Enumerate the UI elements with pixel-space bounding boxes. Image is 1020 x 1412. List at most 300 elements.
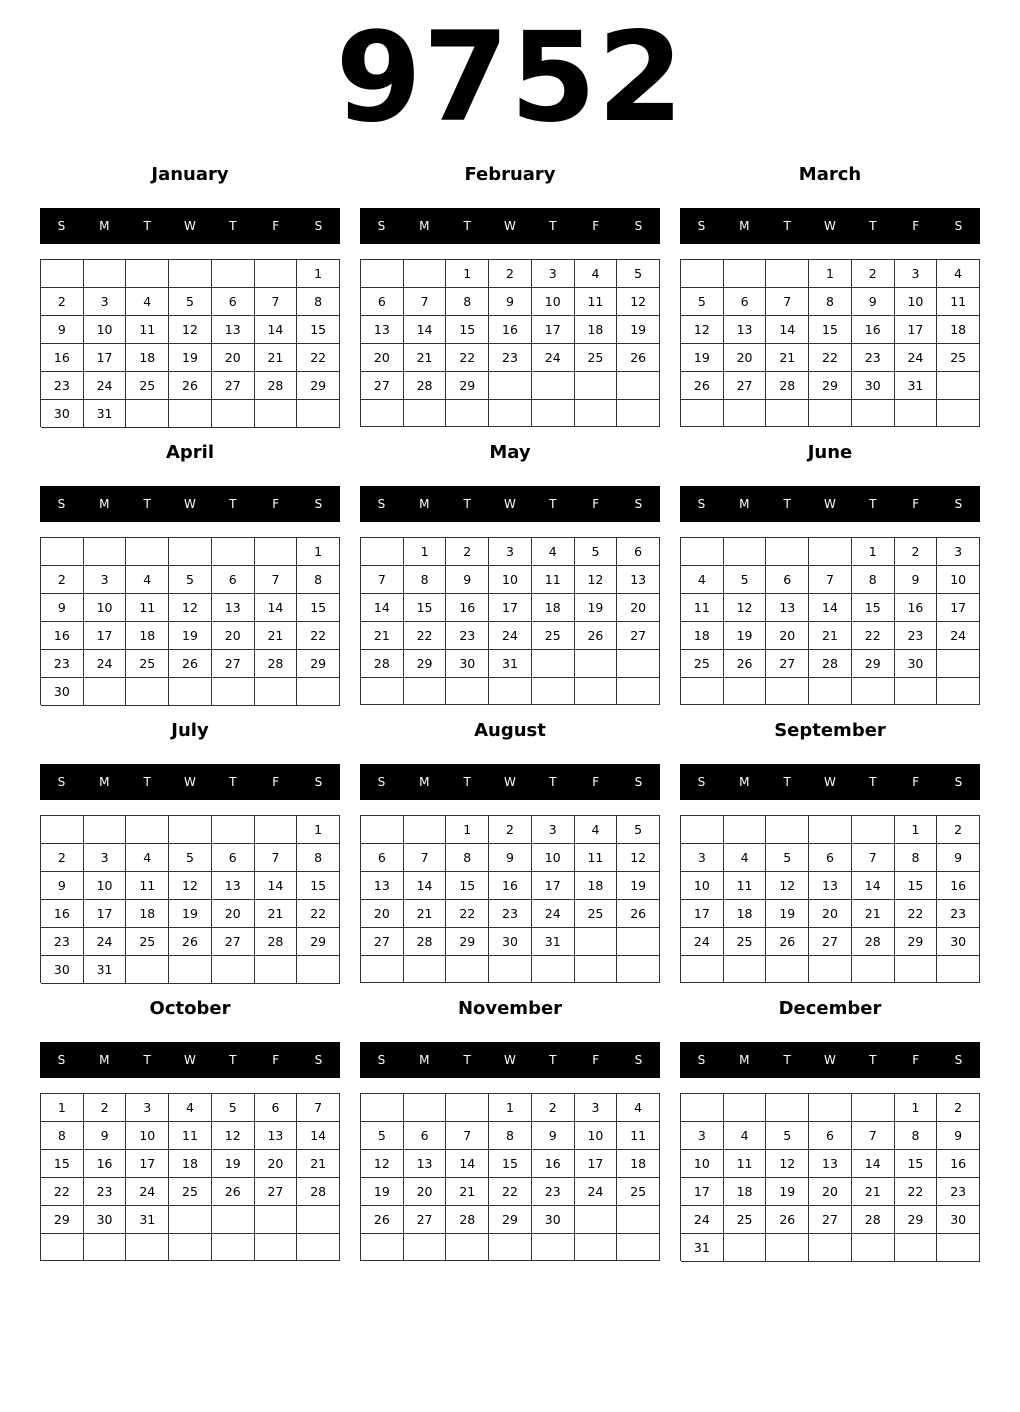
day-cell: 29: [852, 650, 895, 678]
day-cell: 26: [681, 372, 724, 400]
day-cell: 19: [766, 1178, 809, 1206]
day-cell: 22: [446, 344, 489, 372]
day-cell: 29: [297, 928, 340, 956]
day-cell: 10: [937, 566, 980, 594]
day-cell: 25: [575, 344, 618, 372]
day-cell: 3: [84, 844, 127, 872]
day-cell: 2: [937, 816, 980, 844]
month-december: [680, 994, 980, 1262]
day-cell: 19: [169, 344, 212, 372]
day-cell: 1: [446, 816, 489, 844]
day-cell: 15: [446, 872, 489, 900]
day-cell: 4: [169, 1094, 212, 1122]
day-cell: 22: [297, 900, 340, 928]
weekday-label: W: [824, 775, 836, 789]
day-cell: [895, 678, 938, 705]
day-cell: 17: [532, 872, 575, 900]
weekday-label: M: [419, 1053, 430, 1067]
weekday-label: S: [697, 1053, 706, 1067]
weekday-label: S: [314, 775, 323, 789]
day-cell: 29: [297, 372, 340, 400]
day-cell: 14: [255, 872, 298, 900]
weekday-label: S: [697, 219, 706, 233]
day-cell: 5: [617, 816, 660, 844]
day-cell: 31: [489, 650, 532, 678]
day-cell: [404, 816, 447, 844]
weekday-label: W: [824, 219, 836, 233]
day-cell: [361, 538, 404, 566]
month-name: June: [807, 442, 853, 463]
day-cell: 14: [404, 316, 447, 344]
day-cell: [575, 956, 618, 983]
day-cell: 8: [404, 566, 447, 594]
day-cell: 5: [169, 288, 212, 316]
day-cell: 1: [852, 538, 895, 566]
day-cell: [724, 678, 767, 705]
weekday-label: S: [377, 219, 386, 233]
day-cell: [446, 678, 489, 705]
day-cell: [724, 260, 767, 288]
day-cell: [809, 538, 852, 566]
weekday-label: M: [739, 219, 750, 233]
day-cell: 4: [126, 288, 169, 316]
day-cell: 30: [895, 650, 938, 678]
weekday-label: W: [504, 497, 516, 511]
day-cell: [617, 400, 660, 427]
day-grid: [680, 1093, 980, 1261]
day-cell: 6: [212, 844, 255, 872]
day-cell: [169, 956, 212, 984]
day-cell: 22: [852, 622, 895, 650]
day-cell: 22: [297, 344, 340, 372]
day-cell: 5: [361, 1122, 404, 1150]
day-cell: 17: [84, 344, 127, 372]
weekday-label: F: [592, 775, 600, 789]
day-cell: 7: [255, 844, 298, 872]
weekday-label: T: [463, 219, 471, 233]
month-name: April: [165, 442, 215, 463]
day-cell: 17: [532, 316, 575, 344]
day-cell: 18: [126, 900, 169, 928]
day-cell: [297, 1234, 340, 1261]
weekday-label: T: [549, 1053, 557, 1067]
day-cell: 19: [169, 900, 212, 928]
day-cell: 20: [766, 622, 809, 650]
weekday-label: W: [504, 219, 516, 233]
weekday-label: W: [184, 1053, 196, 1067]
weekday-label: S: [697, 775, 706, 789]
day-cell: [809, 678, 852, 705]
day-cell: 27: [404, 1206, 447, 1234]
weekday-label: S: [57, 497, 66, 511]
day-cell: 6: [212, 288, 255, 316]
day-cell: 27: [212, 372, 255, 400]
day-cell: [681, 260, 724, 288]
day-cell: 13: [212, 316, 255, 344]
day-cell: 12: [617, 288, 660, 316]
day-cell: [361, 400, 404, 427]
month-name: August: [474, 720, 546, 741]
day-grid: [680, 815, 980, 983]
day-cell: [446, 956, 489, 983]
day-cell: [361, 260, 404, 288]
day-cell: 4: [575, 260, 618, 288]
day-cell: 31: [126, 1206, 169, 1234]
month-name: October: [149, 998, 231, 1019]
day-cell: 5: [681, 288, 724, 316]
weekday-label: M: [99, 1053, 110, 1067]
day-cell: 12: [681, 316, 724, 344]
day-cell: [297, 956, 340, 984]
day-cell: 8: [297, 844, 340, 872]
day-cell: 19: [617, 872, 660, 900]
weekday-label: S: [954, 1053, 963, 1067]
day-cell: [937, 956, 980, 983]
day-cell: [297, 1206, 340, 1234]
day-cell: 15: [895, 872, 938, 900]
day-cell: 10: [84, 594, 127, 622]
day-cell: 26: [361, 1206, 404, 1234]
month-name: February: [464, 164, 556, 185]
day-cell: 24: [681, 1206, 724, 1234]
day-cell: 31: [895, 372, 938, 400]
day-cell: 20: [255, 1150, 298, 1178]
weekday-label: M: [99, 497, 110, 511]
day-cell: 30: [446, 650, 489, 678]
day-cell: 11: [532, 566, 575, 594]
day-cell: 9: [41, 316, 84, 344]
day-cell: 9: [41, 872, 84, 900]
day-cell: [895, 956, 938, 983]
day-cell: 21: [766, 344, 809, 372]
day-cell: 12: [212, 1122, 255, 1150]
day-cell: [169, 678, 212, 706]
day-grid: [40, 1093, 340, 1261]
day-cell: [724, 1094, 767, 1122]
day-cell: 25: [937, 344, 980, 372]
weekday-label: T: [143, 219, 151, 233]
day-cell: [575, 678, 618, 705]
day-cell: 15: [404, 594, 447, 622]
day-cell: 22: [41, 1178, 84, 1206]
day-cell: 12: [766, 1150, 809, 1178]
day-cell: 5: [617, 260, 660, 288]
year-title: 9752: [335, 6, 685, 150]
day-cell: 19: [361, 1178, 404, 1206]
day-cell: 2: [41, 566, 84, 594]
day-cell: 22: [446, 900, 489, 928]
day-cell: 11: [575, 288, 618, 316]
day-cell: [297, 678, 340, 706]
day-cell: 14: [446, 1150, 489, 1178]
day-cell: 26: [766, 928, 809, 956]
day-cell: [852, 678, 895, 705]
day-cell: 28: [852, 928, 895, 956]
day-cell: 25: [617, 1178, 660, 1206]
day-cell: 9: [532, 1122, 575, 1150]
day-cell: 18: [681, 622, 724, 650]
day-cell: [126, 538, 169, 566]
weekday-label: T: [143, 775, 151, 789]
day-cell: 9: [446, 566, 489, 594]
day-cell: [532, 372, 575, 400]
day-cell: 17: [681, 900, 724, 928]
day-cell: [766, 1094, 809, 1122]
day-cell: 3: [681, 844, 724, 872]
day-cell: 9: [937, 1122, 980, 1150]
day-cell: [681, 538, 724, 566]
weekday-label: F: [912, 1053, 920, 1067]
day-cell: 21: [446, 1178, 489, 1206]
day-cell: 16: [489, 872, 532, 900]
day-cell: 5: [766, 1122, 809, 1150]
month-april: [40, 438, 340, 706]
weekday-label: S: [57, 775, 66, 789]
day-cell: 26: [617, 900, 660, 928]
day-cell: 14: [361, 594, 404, 622]
day-cell: 10: [681, 1150, 724, 1178]
month-july: [40, 716, 340, 984]
day-cell: 8: [446, 844, 489, 872]
day-cell: 1: [41, 1094, 84, 1122]
day-cell: 27: [809, 928, 852, 956]
day-cell: [169, 816, 212, 844]
day-cell: 1: [404, 538, 447, 566]
day-cell: 17: [681, 1178, 724, 1206]
day-cell: 18: [937, 316, 980, 344]
day-cell: [212, 816, 255, 844]
day-cell: 13: [212, 594, 255, 622]
day-cell: 10: [126, 1122, 169, 1150]
day-cell: 21: [809, 622, 852, 650]
day-cell: [766, 678, 809, 705]
day-cell: [41, 260, 84, 288]
day-cell: 1: [895, 1094, 938, 1122]
day-cell: [446, 400, 489, 427]
day-cell: 11: [681, 594, 724, 622]
day-cell: 13: [404, 1150, 447, 1178]
month-september: [680, 716, 980, 984]
day-cell: 29: [809, 372, 852, 400]
day-cell: 18: [724, 1178, 767, 1206]
day-cell: 6: [361, 844, 404, 872]
day-cell: 15: [297, 594, 340, 622]
weekday-label: S: [954, 219, 963, 233]
day-cell: [575, 1234, 618, 1261]
day-grid: [40, 537, 340, 705]
day-cell: 20: [809, 1178, 852, 1206]
weekday-label: F: [592, 497, 600, 511]
day-cell: 25: [681, 650, 724, 678]
weekday-label: S: [634, 219, 643, 233]
day-cell: 11: [126, 316, 169, 344]
day-cell: [255, 400, 298, 428]
weekday-label: M: [739, 775, 750, 789]
day-cell: 20: [212, 622, 255, 650]
day-cell: 2: [84, 1094, 127, 1122]
day-cell: 16: [937, 1150, 980, 1178]
day-cell: 13: [361, 316, 404, 344]
month-name: July: [171, 720, 209, 741]
day-cell: 9: [489, 288, 532, 316]
weekday-label: T: [549, 497, 557, 511]
day-cell: 21: [297, 1150, 340, 1178]
day-cell: 23: [532, 1178, 575, 1206]
weekday-header: [680, 764, 980, 800]
day-cell: 23: [937, 1178, 980, 1206]
month-name: December: [778, 998, 882, 1019]
weekday-header: [360, 1042, 660, 1078]
day-cell: 31: [84, 400, 127, 428]
day-cell: 28: [255, 372, 298, 400]
day-cell: 20: [361, 900, 404, 928]
weekday-label: T: [229, 775, 237, 789]
day-cell: 29: [404, 650, 447, 678]
day-cell: [255, 1234, 298, 1261]
day-cell: 28: [446, 1206, 489, 1234]
weekday-label: S: [57, 219, 66, 233]
day-cell: [852, 400, 895, 427]
day-cell: 2: [852, 260, 895, 288]
day-cell: [532, 650, 575, 678]
day-cell: [766, 1234, 809, 1262]
day-cell: 7: [255, 566, 298, 594]
day-cell: 18: [575, 872, 618, 900]
day-cell: [361, 956, 404, 983]
day-cell: 20: [212, 900, 255, 928]
day-cell: [532, 678, 575, 705]
day-cell: 24: [489, 622, 532, 650]
day-cell: [41, 816, 84, 844]
day-cell: [489, 400, 532, 427]
day-cell: 2: [895, 538, 938, 566]
day-cell: [41, 538, 84, 566]
day-cell: 7: [852, 1122, 895, 1150]
day-cell: 19: [681, 344, 724, 372]
day-cell: 22: [404, 622, 447, 650]
day-cell: [255, 538, 298, 566]
day-cell: 24: [84, 372, 127, 400]
day-grid: [360, 259, 660, 427]
day-cell: 27: [766, 650, 809, 678]
day-cell: 15: [41, 1150, 84, 1178]
day-cell: [532, 400, 575, 427]
day-cell: [681, 678, 724, 705]
weekday-label: F: [592, 219, 600, 233]
day-cell: 7: [404, 288, 447, 316]
day-cell: 24: [126, 1178, 169, 1206]
weekday-label: F: [272, 219, 280, 233]
weekday-label: T: [783, 1053, 791, 1067]
day-cell: 1: [297, 538, 340, 566]
weekday-label: W: [504, 1053, 516, 1067]
day-cell: 15: [489, 1150, 532, 1178]
day-cell: 30: [489, 928, 532, 956]
day-cell: [84, 538, 127, 566]
day-cell: 6: [766, 566, 809, 594]
day-cell: 2: [489, 816, 532, 844]
weekday-label: M: [419, 497, 430, 511]
day-cell: 9: [489, 844, 532, 872]
month-january: [40, 160, 340, 428]
day-grid: [40, 259, 340, 427]
day-cell: [126, 260, 169, 288]
day-cell: 8: [489, 1122, 532, 1150]
day-cell: 6: [255, 1094, 298, 1122]
day-cell: 14: [809, 594, 852, 622]
day-cell: [489, 372, 532, 400]
day-cell: [575, 650, 618, 678]
day-cell: 19: [212, 1150, 255, 1178]
day-cell: [895, 400, 938, 427]
day-cell: 4: [532, 538, 575, 566]
month-august: [360, 716, 660, 984]
day-cell: [852, 956, 895, 983]
day-cell: 8: [297, 288, 340, 316]
day-cell: 20: [404, 1178, 447, 1206]
day-cell: [809, 1234, 852, 1262]
weekday-label: W: [824, 497, 836, 511]
day-cell: 27: [724, 372, 767, 400]
weekday-label: T: [869, 219, 877, 233]
day-cell: [169, 1234, 212, 1261]
day-cell: 25: [575, 900, 618, 928]
day-cell: [126, 816, 169, 844]
day-cell: 12: [766, 872, 809, 900]
day-cell: [446, 1094, 489, 1122]
day-cell: [617, 372, 660, 400]
day-cell: 8: [41, 1122, 84, 1150]
weekday-label: T: [783, 775, 791, 789]
day-cell: 27: [212, 928, 255, 956]
weekday-label: F: [592, 1053, 600, 1067]
day-cell: 16: [532, 1150, 575, 1178]
day-cell: 28: [361, 650, 404, 678]
day-cell: 24: [84, 928, 127, 956]
day-cell: 26: [617, 344, 660, 372]
weekday-label: T: [463, 775, 471, 789]
month-name: November: [457, 998, 563, 1019]
day-cell: 28: [852, 1206, 895, 1234]
weekday-header: [680, 208, 980, 244]
day-cell: [575, 372, 618, 400]
day-cell: 29: [446, 928, 489, 956]
day-cell: [169, 1206, 212, 1234]
day-cell: [766, 956, 809, 983]
day-cell: [41, 1234, 84, 1261]
day-cell: 2: [41, 288, 84, 316]
weekday-label: S: [634, 1053, 643, 1067]
day-cell: [617, 928, 660, 956]
day-cell: 25: [126, 928, 169, 956]
day-cell: 24: [575, 1178, 618, 1206]
day-cell: 29: [41, 1206, 84, 1234]
day-cell: [489, 1234, 532, 1261]
day-cell: 29: [489, 1206, 532, 1234]
day-cell: 21: [852, 1178, 895, 1206]
weekday-label: M: [739, 1053, 750, 1067]
day-cell: [84, 1234, 127, 1261]
day-cell: 30: [84, 1206, 127, 1234]
day-cell: 31: [84, 956, 127, 984]
day-cell: [681, 400, 724, 427]
weekday-label: T: [869, 775, 877, 789]
day-cell: 12: [575, 566, 618, 594]
day-cell: 21: [361, 622, 404, 650]
day-cell: 24: [532, 344, 575, 372]
day-cell: 11: [575, 844, 618, 872]
weekday-label: T: [463, 1053, 471, 1067]
